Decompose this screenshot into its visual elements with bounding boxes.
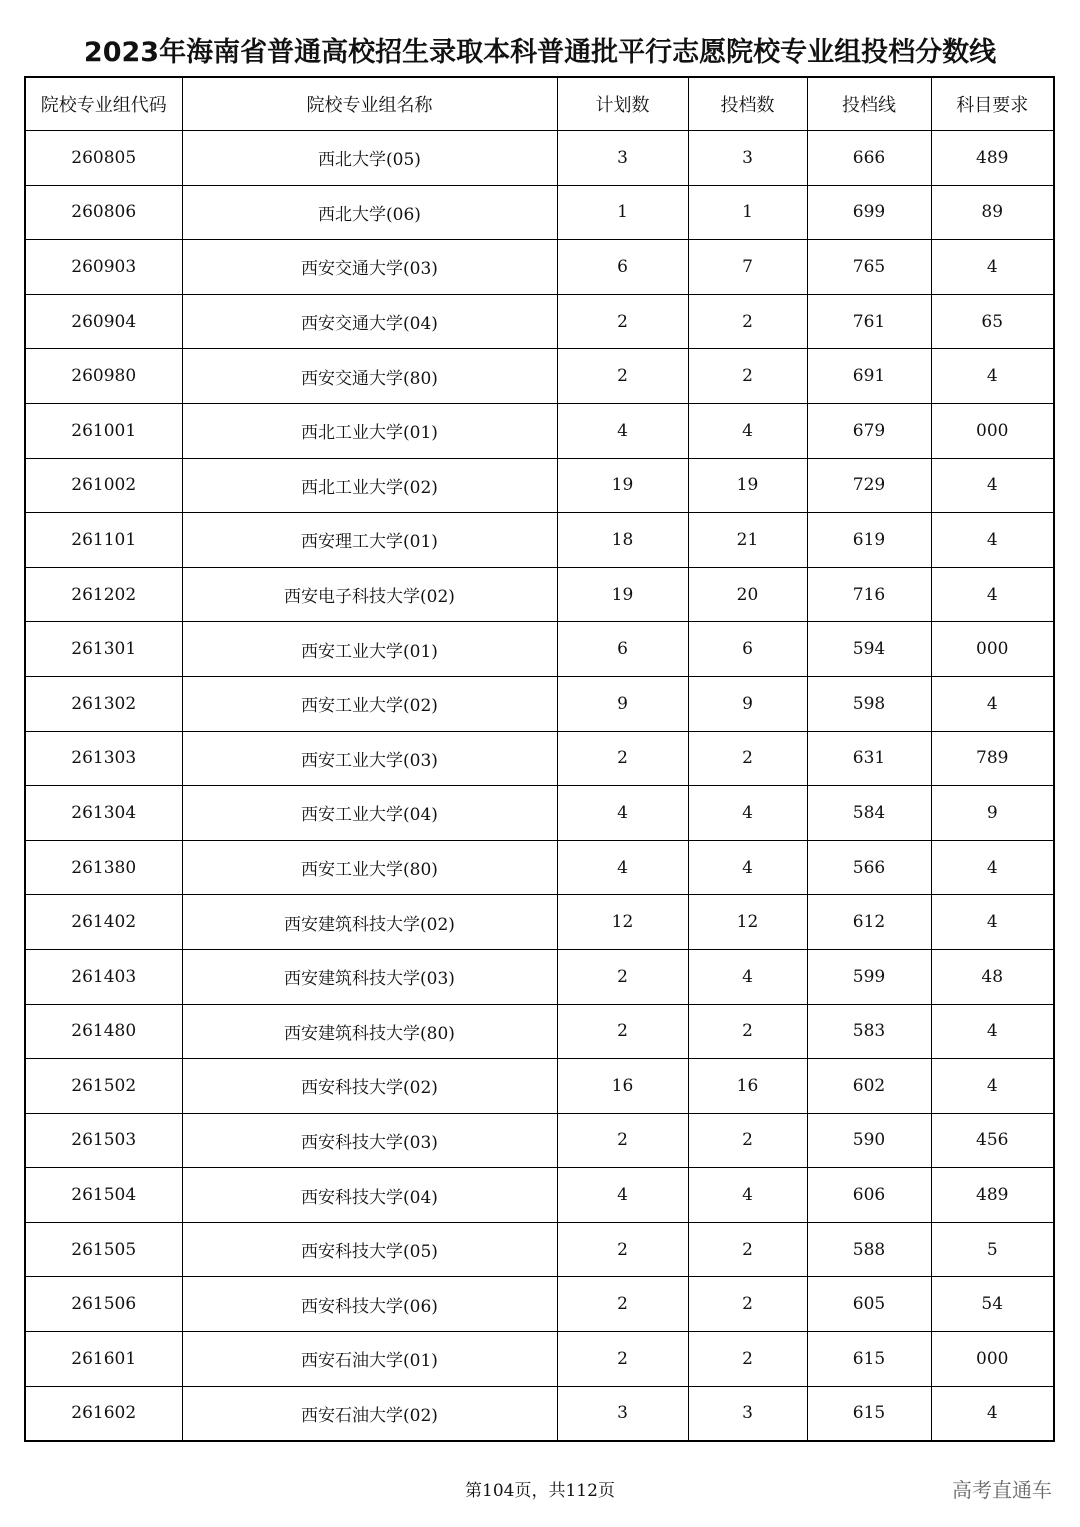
table-row (25, 403, 1054, 458)
cell-filed: 16 (688, 1059, 807, 1114)
cell-code: 261101 (25, 513, 182, 568)
cell-code: 261304 (25, 786, 182, 841)
cell-score: 619 (807, 513, 931, 568)
cell-subject: 48 (931, 949, 1054, 1004)
cell-plan: 19 (557, 458, 688, 513)
cell-name: 西安建筑科技大学(03) (182, 949, 557, 1004)
cell-subject: 5 (931, 1222, 1054, 1277)
cell-subject: 54 (931, 1277, 1054, 1332)
cell-code: 261602 (25, 1386, 182, 1441)
cell-score: 606 (807, 1168, 931, 1223)
cell-plan: 2 (557, 1222, 688, 1277)
cell-filed: 21 (688, 513, 807, 568)
cell-plan: 2 (557, 731, 688, 786)
cell-name: 西北工业大学(02) (182, 458, 557, 513)
cell-subject: 4 (931, 240, 1054, 295)
cell-score: 594 (807, 622, 931, 677)
cell-filed: 2 (688, 294, 807, 349)
cell-filed: 2 (688, 1277, 807, 1332)
cell-filed: 2 (688, 349, 807, 404)
cell-subject: 000 (931, 1332, 1054, 1387)
header-plan: 计划数 (557, 77, 688, 131)
cell-plan: 18 (557, 513, 688, 568)
cell-score: 716 (807, 567, 931, 622)
cell-subject: 4 (931, 895, 1054, 950)
page-number: 第104页，共112页 (465, 1481, 615, 1501)
table-row (25, 949, 1054, 1004)
table-row (25, 1168, 1054, 1223)
cell-plan: 2 (557, 1004, 688, 1059)
cell-score: 590 (807, 1113, 931, 1168)
cell-plan: 3 (557, 131, 688, 186)
table-row (25, 567, 1054, 622)
cell-plan: 16 (557, 1059, 688, 1114)
cell-score: 598 (807, 676, 931, 731)
cell-code: 261480 (25, 1004, 182, 1059)
cell-filed: 6 (688, 622, 807, 677)
cell-plan: 2 (557, 1277, 688, 1332)
cell-subject: 000 (931, 403, 1054, 458)
table-row (25, 731, 1054, 786)
cell-name: 西北大学(06) (182, 185, 557, 240)
cell-name: 西北大学(05) (182, 131, 557, 186)
table-row (25, 1113, 1054, 1168)
cell-name: 西安工业大学(80) (182, 840, 557, 895)
cell-name: 西安工业大学(01) (182, 622, 557, 677)
cell-filed: 2 (688, 1113, 807, 1168)
cell-filed: 3 (688, 131, 807, 186)
cell-score: 615 (807, 1332, 931, 1387)
cell-score: 729 (807, 458, 931, 513)
cell-name: 西安工业大学(03) (182, 731, 557, 786)
cell-filed: 4 (688, 840, 807, 895)
cell-code: 261303 (25, 731, 182, 786)
cell-filed: 12 (688, 895, 807, 950)
cell-code: 261601 (25, 1332, 182, 1387)
cell-filed: 2 (688, 1004, 807, 1059)
table-row (25, 458, 1054, 513)
cell-filed: 3 (688, 1386, 807, 1441)
table-row (25, 1332, 1054, 1387)
cell-score: 631 (807, 731, 931, 786)
cell-code: 261504 (25, 1168, 182, 1223)
cell-plan: 2 (557, 349, 688, 404)
cell-score: 588 (807, 1222, 931, 1277)
table-body (25, 131, 1054, 1442)
cell-plan: 2 (557, 1113, 688, 1168)
cell-subject: 9 (931, 786, 1054, 841)
cell-code: 261380 (25, 840, 182, 895)
cell-code: 261302 (25, 676, 182, 731)
cell-filed: 9 (688, 676, 807, 731)
cell-filed: 2 (688, 1222, 807, 1277)
cell-code: 260805 (25, 131, 182, 186)
cell-score: 584 (807, 786, 931, 841)
table-row (25, 131, 1054, 186)
cell-filed: 7 (688, 240, 807, 295)
cell-subject: 4 (931, 676, 1054, 731)
cell-code: 260806 (25, 185, 182, 240)
cell-plan: 1 (557, 185, 688, 240)
watermark: 高考直通车 (952, 1478, 1052, 1502)
cell-score: 679 (807, 403, 931, 458)
cell-name: 西安建筑科技大学(80) (182, 1004, 557, 1059)
table-row (25, 1222, 1054, 1277)
cell-filed: 1 (688, 185, 807, 240)
cell-filed: 4 (688, 786, 807, 841)
cell-filed: 4 (688, 403, 807, 458)
cell-subject: 489 (931, 1168, 1054, 1223)
score-table (24, 76, 1055, 1442)
table-row (25, 676, 1054, 731)
table-row (25, 1277, 1054, 1332)
cell-plan: 12 (557, 895, 688, 950)
cell-subject: 4 (931, 840, 1054, 895)
header-filed: 投档数 (688, 77, 807, 131)
table-row (25, 513, 1054, 568)
cell-filed: 20 (688, 567, 807, 622)
table-row (25, 622, 1054, 677)
cell-subject: 4 (931, 1004, 1054, 1059)
cell-plan: 19 (557, 567, 688, 622)
cell-name: 西安科技大学(03) (182, 1113, 557, 1168)
cell-name: 西安交通大学(80) (182, 349, 557, 404)
cell-code: 261202 (25, 567, 182, 622)
cell-code: 261502 (25, 1059, 182, 1114)
header-score: 投档线 (807, 77, 931, 131)
cell-score: 566 (807, 840, 931, 895)
cell-plan: 9 (557, 676, 688, 731)
cell-code: 261001 (25, 403, 182, 458)
cell-name: 西安科技大学(02) (182, 1059, 557, 1114)
cell-code: 261301 (25, 622, 182, 677)
cell-code: 261505 (25, 1222, 182, 1277)
cell-code: 261503 (25, 1113, 182, 1168)
header-subject: 科目要求 (931, 77, 1054, 131)
cell-code: 260904 (25, 294, 182, 349)
table-row (25, 294, 1054, 349)
cell-plan: 6 (557, 622, 688, 677)
cell-plan: 6 (557, 240, 688, 295)
header-code: 院校专业组代码 (25, 77, 182, 131)
cell-code: 260980 (25, 349, 182, 404)
cell-score: 599 (807, 949, 931, 1004)
cell-plan: 4 (557, 840, 688, 895)
cell-name: 西安科技大学(05) (182, 1222, 557, 1277)
cell-subject: 000 (931, 622, 1054, 677)
cell-subject: 4 (931, 1059, 1054, 1114)
cell-score: 765 (807, 240, 931, 295)
cell-subject: 456 (931, 1113, 1054, 1168)
cell-plan: 2 (557, 1332, 688, 1387)
table-row (25, 786, 1054, 841)
cell-filed: 2 (688, 731, 807, 786)
cell-code: 261402 (25, 895, 182, 950)
cell-filed: 4 (688, 1168, 807, 1223)
table-row (25, 240, 1054, 295)
cell-subject: 789 (931, 731, 1054, 786)
cell-subject: 4 (931, 1386, 1054, 1441)
cell-name: 西安工业大学(02) (182, 676, 557, 731)
cell-subject: 4 (931, 567, 1054, 622)
table-row (25, 1004, 1054, 1059)
table-header-row (25, 77, 1054, 131)
table-row (25, 349, 1054, 404)
cell-subject: 4 (931, 458, 1054, 513)
cell-score: 615 (807, 1386, 931, 1441)
cell-name: 西安科技大学(04) (182, 1168, 557, 1223)
cell-name: 西安石油大学(01) (182, 1332, 557, 1387)
cell-name: 西安建筑科技大学(02) (182, 895, 557, 950)
cell-name: 西安石油大学(02) (182, 1386, 557, 1441)
cell-code: 260903 (25, 240, 182, 295)
cell-name: 西安科技大学(06) (182, 1277, 557, 1332)
cell-name: 西安工业大学(04) (182, 786, 557, 841)
cell-plan: 4 (557, 403, 688, 458)
cell-plan: 4 (557, 1168, 688, 1223)
cell-name: 西北工业大学(01) (182, 403, 557, 458)
cell-score: 761 (807, 294, 931, 349)
cell-name: 西安交通大学(04) (182, 294, 557, 349)
table-row (25, 1059, 1054, 1114)
table-row (25, 185, 1054, 240)
cell-subject: 65 (931, 294, 1054, 349)
cell-subject: 4 (931, 349, 1054, 404)
cell-score: 612 (807, 895, 931, 950)
cell-name: 西安理工大学(01) (182, 513, 557, 568)
cell-score: 666 (807, 131, 931, 186)
cell-score: 691 (807, 349, 931, 404)
cell-score: 602 (807, 1059, 931, 1114)
cell-code: 261002 (25, 458, 182, 513)
cell-plan: 2 (557, 949, 688, 1004)
cell-score: 583 (807, 1004, 931, 1059)
table-row (25, 840, 1054, 895)
cell-subject: 489 (931, 131, 1054, 186)
cell-plan: 3 (557, 1386, 688, 1441)
cell-name: 西安电子科技大学(02) (182, 567, 557, 622)
cell-filed: 2 (688, 1332, 807, 1387)
cell-name: 西安交通大学(03) (182, 240, 557, 295)
cell-score: 605 (807, 1277, 931, 1332)
cell-subject: 4 (931, 513, 1054, 568)
cell-plan: 4 (557, 786, 688, 841)
cell-code: 261506 (25, 1277, 182, 1332)
cell-filed: 19 (688, 458, 807, 513)
cell-subject: 89 (931, 185, 1054, 240)
header-name: 院校专业组名称 (182, 77, 557, 131)
table-row (25, 1386, 1054, 1441)
cell-score: 699 (807, 185, 931, 240)
table-row (25, 895, 1054, 950)
page-title: 2023年海南省普通高校招生录取本科普通批平行志愿院校专业组投档分数线 (83, 37, 997, 68)
cell-filed: 4 (688, 949, 807, 1004)
cell-code: 261403 (25, 949, 182, 1004)
cell-plan: 2 (557, 294, 688, 349)
